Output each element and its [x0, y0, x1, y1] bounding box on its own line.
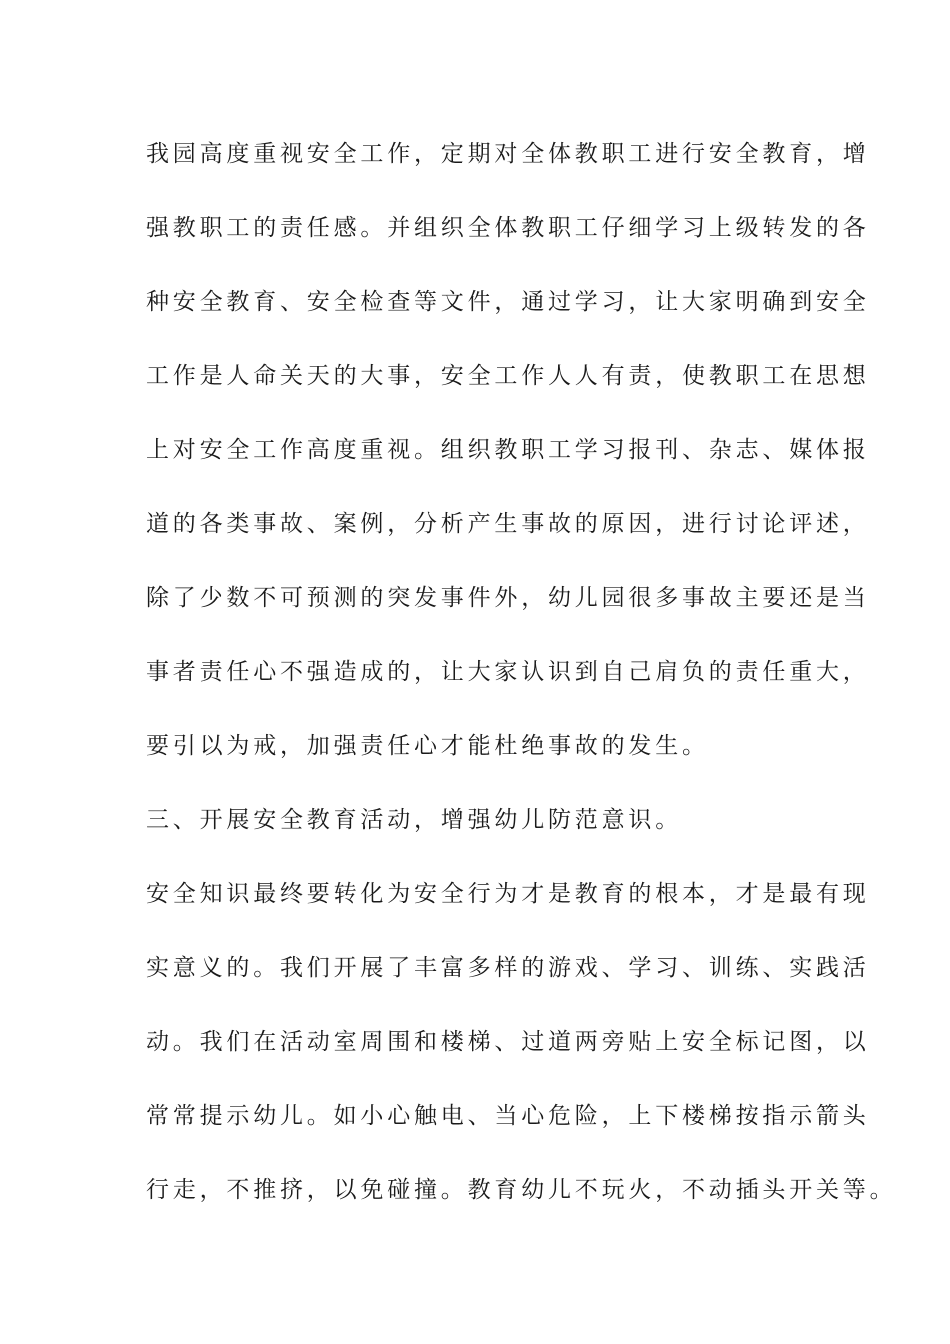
paragraph-line: 要引以为戒，加强责任心才能杜绝事故的发生。: [146, 733, 709, 759]
paragraph-line: 工作是人命关天的大事，安全工作人人有责，使教职工在思想: [146, 363, 870, 389]
paragraph-line: 动。我们在活动室周围和楼梯、过道两旁贴上安全标记图，以: [146, 1029, 870, 1055]
paragraph-line: 上对安全工作高度重视。组织教职工学习报刊、杂志、媒体报: [146, 437, 870, 463]
paragraph-line: 种安全教育、安全检查等文件，通过学习，让大家明确到安全: [146, 289, 870, 315]
paragraph-line: 常常提示幼儿。如小心触电、当心危险，上下楼梯按指示箭头: [146, 1103, 870, 1129]
paragraph-line: 强教职工的责任感。并组织全体教职工仔细学习上级转发的各: [146, 215, 870, 241]
paragraph-line: 道的各类事故、案例，分析产生事故的原因，进行讨论评述，: [146, 511, 870, 537]
paragraph-line: 除了少数不可预测的突发事件外，幼儿园很多事故主要还是当: [146, 585, 870, 611]
paragraph-line: 事者责任心不强造成的，让大家认识到自己肩负的责任重大，: [146, 659, 870, 685]
paragraph-line: 我园高度重视安全工作，定期对全体教职工进行安全教育，增: [146, 141, 870, 167]
paragraph-line: 安全知识最终要转化为安全行为才是教育的根本，才是最有现: [146, 881, 870, 907]
paragraph-line: 实意义的。我们开展了丰富多样的游戏、学习、训练、实践活: [146, 955, 870, 981]
paragraph-line: 行走，不推挤，以免碰撞。教育幼儿不玩火，不动插头开关等。: [146, 1177, 897, 1203]
section-heading: 三、开展安全教育活动，增强幼儿防范意识。: [146, 807, 682, 833]
